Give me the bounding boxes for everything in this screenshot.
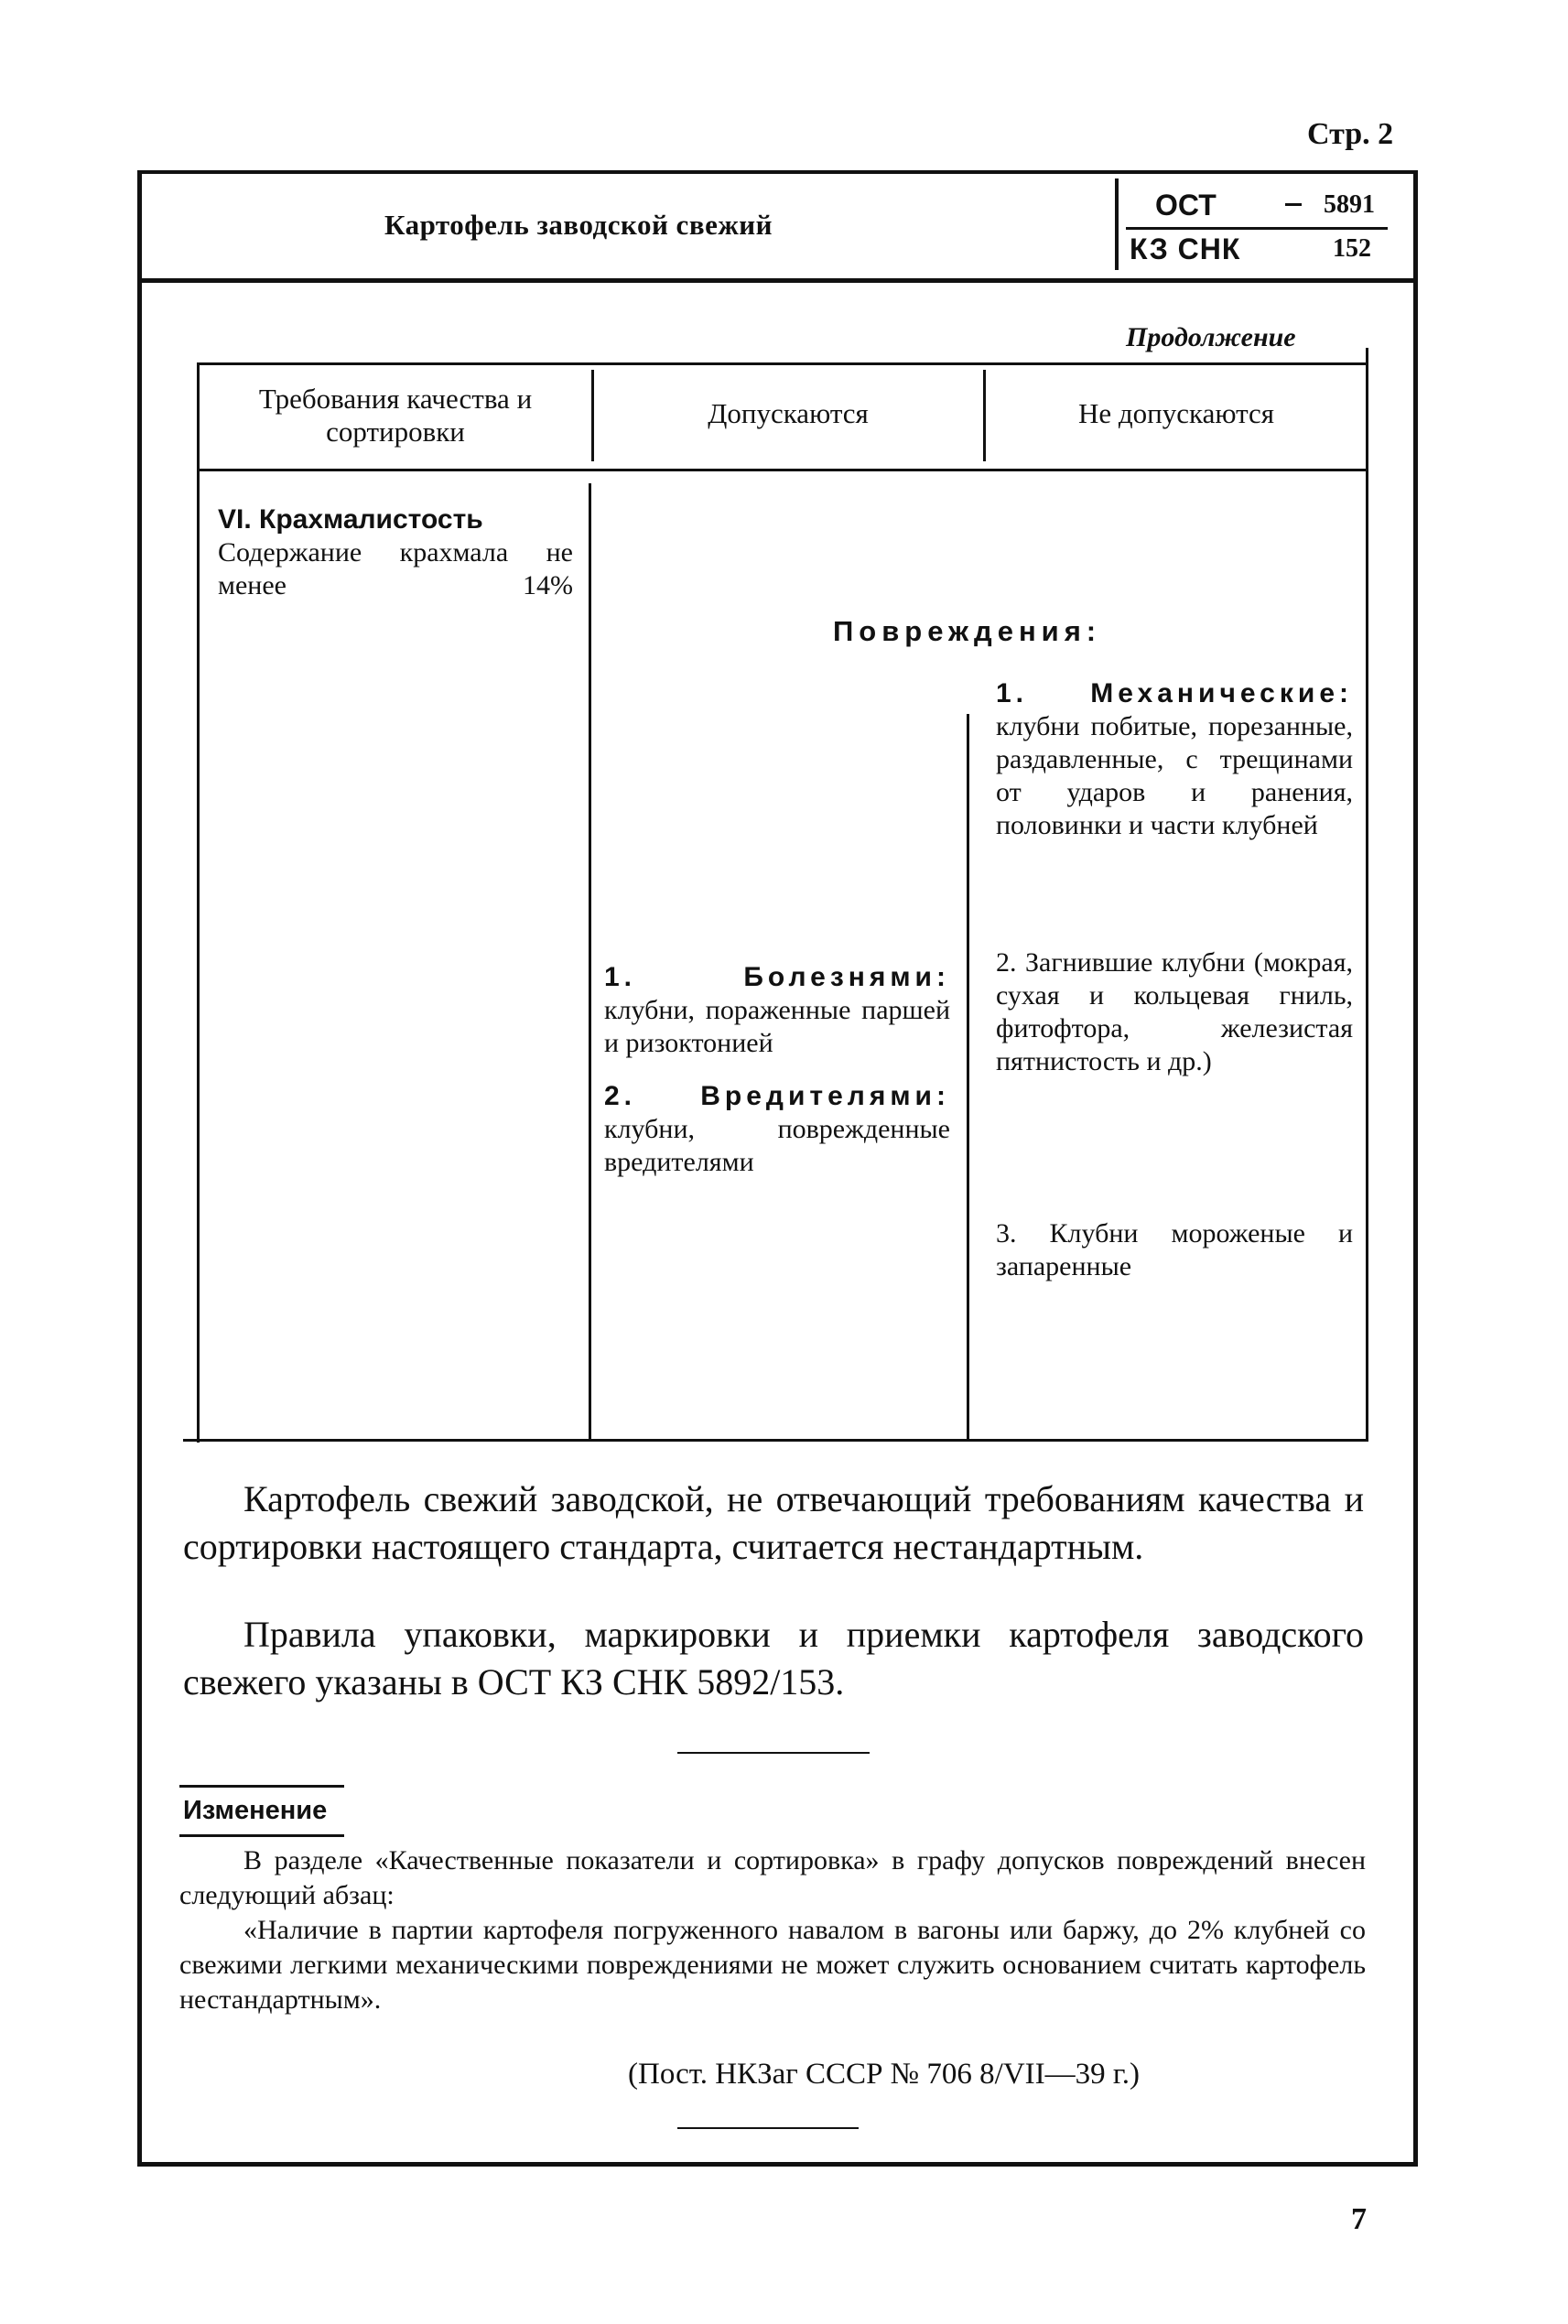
table-bottom-rule xyxy=(183,1439,1368,1442)
table-col-divider-1-body xyxy=(589,483,591,1439)
table-right-rule xyxy=(1366,348,1368,1442)
item-text: Клубни мороженые и запаренные xyxy=(996,1218,1353,1281)
standard-code-fraction-line xyxy=(1126,227,1388,230)
column-header-not-allowed: Не допускаются xyxy=(1077,397,1275,429)
item-heading: 2. xyxy=(996,947,1017,978)
paragraph-packaging-rules: Правила упаковки, маркировки и приемки картофеля заводского свежего указаны в ОСТ КЗ СНК 5892/153. xyxy=(183,1614,1364,1702)
separator xyxy=(677,2127,859,2129)
standard-code-top: ОСТ xyxy=(1155,189,1217,222)
table-top-rule xyxy=(197,362,1368,365)
item-heading: 1. Механические: xyxy=(996,678,1353,708)
item-text: клубни, поврежденные вредителями xyxy=(604,1114,950,1177)
header-top-rule xyxy=(137,170,1418,174)
change-title-rule-top xyxy=(179,1785,344,1788)
table-left-rule xyxy=(197,362,200,1443)
standard-number-top: 5891 xyxy=(1324,190,1375,219)
section-body: Содержание крахмала не менее 14% xyxy=(218,537,573,600)
change-title: Изменение xyxy=(183,1796,328,1825)
item-text: клубни, пораженные паршей и ризоктонией xyxy=(604,995,950,1058)
damage-heading: Повреждения: xyxy=(833,615,1102,647)
column-header-allowed: Допускаются xyxy=(708,397,869,429)
column-header-requirements: Требования качества и сортировки xyxy=(258,383,533,448)
table-col-divider-2-body xyxy=(967,714,969,1439)
item-text: клубни побитые, порезанные, раздавленные, с трещинами от ударов и ранения, половинки и части клубней xyxy=(996,711,1353,840)
decree-reference: (Пост. НКЗаг СССР № 706 8/VII—39 г.) xyxy=(628,2058,1140,2091)
standard-code-bottom: КЗ СНК xyxy=(1130,232,1241,265)
requirement-cell xyxy=(218,503,573,602)
standard-code-dash xyxy=(1285,203,1302,206)
not-allowed-item xyxy=(996,946,1353,1078)
document-title: Картофель заводской свежий xyxy=(384,209,773,241)
frame-left-border xyxy=(137,170,142,2166)
header-bottom-rule xyxy=(137,278,1418,283)
header-divider xyxy=(1115,178,1119,270)
frame-bottom-border xyxy=(137,2162,1418,2167)
table-header-rule xyxy=(197,469,1368,471)
change-paragraph-2: «Наличие в партии картофеля погруженного навалом в вагоны или баржу, до 2% клубней со свежими легкими механическими повреждениями не может служить основанием считать картофель нестандартным». xyxy=(179,1915,1366,2015)
not-allowed-item xyxy=(996,677,1353,842)
not-allowed-item xyxy=(996,1217,1353,1283)
item-text: Загнившие клубни (мокрая, сухая и кольцевая гниль, фитофтора, железистая пятнистость и др.) xyxy=(996,947,1353,1076)
change-title-rule-bottom xyxy=(179,1834,344,1837)
continuation-label: Продолжение xyxy=(1126,322,1296,352)
allowed-item xyxy=(604,961,950,1060)
allowed-item xyxy=(604,1080,950,1179)
item-heading: 1. Болезнями: xyxy=(604,962,950,992)
item-heading: 2. Вредителями: xyxy=(604,1081,950,1111)
standard-number-bottom: 152 xyxy=(1333,234,1371,263)
change-paragraph-1: В разделе «Качественные показатели и сортировка» в графу допусков повреждений внесен следующий абзац: xyxy=(179,1845,1366,1910)
page-number: 7 xyxy=(1351,2202,1367,2236)
paragraph-nonstandard: Картофель свежий заводской, не отвечающий требованиям качества и сортировки настоящего стандарта, считается нестандартным. xyxy=(183,1478,1364,1567)
item-heading: 3. xyxy=(996,1218,1017,1248)
frame-right-border xyxy=(1413,170,1418,2166)
section-title: VI. Крахмалистость xyxy=(218,504,483,535)
separator xyxy=(677,1752,870,1754)
table-col-divider-1-head xyxy=(591,370,594,461)
page-reference: Стр. 2 xyxy=(1307,117,1394,151)
table-col-divider-2-head xyxy=(983,370,986,461)
